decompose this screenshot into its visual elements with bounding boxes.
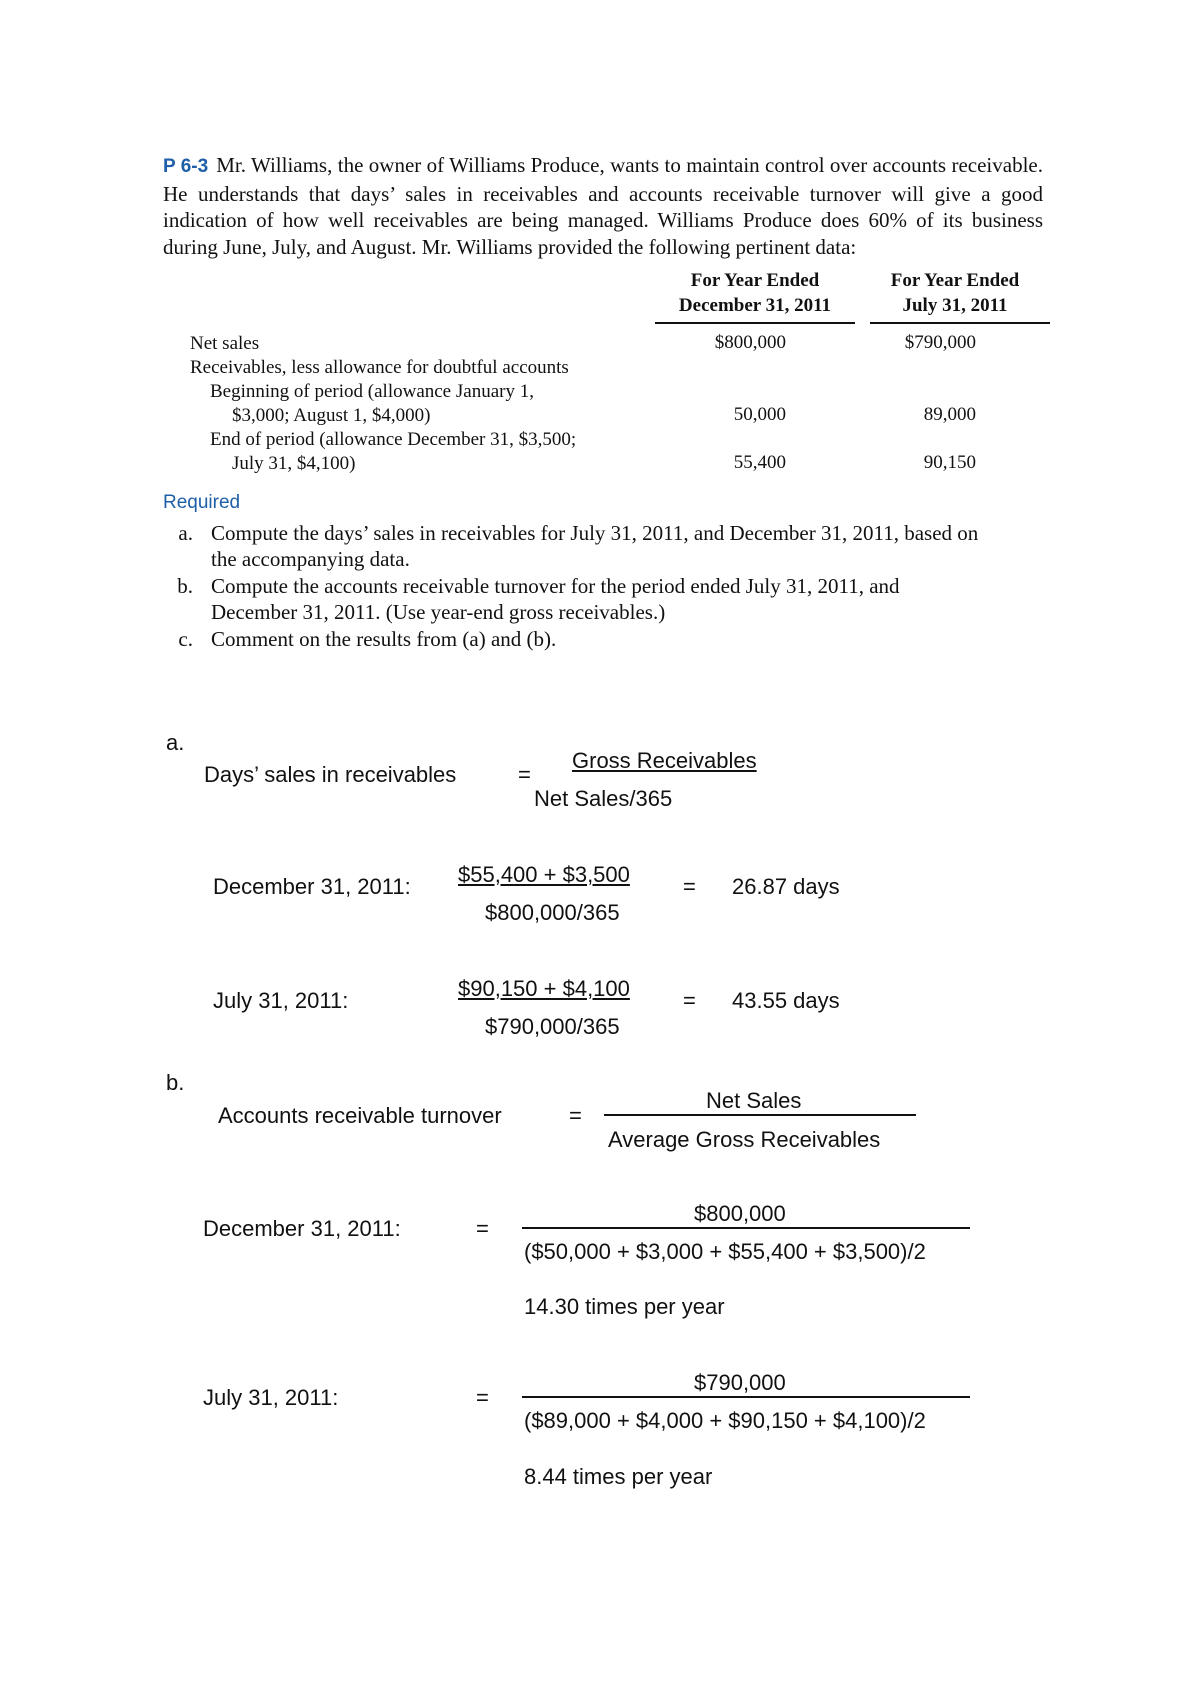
solution-a-label: a. (166, 730, 185, 755)
dec-turnover-label: December 31, 2011: (203, 1216, 401, 1241)
jul-turnover-denominator: ($89,000 + $4,000 + $90,150 + $4,100)/2 (524, 1408, 926, 1433)
days-sales-formula-equals: = (518, 762, 531, 787)
required-item-a (163, 520, 1023, 572)
ar-turnover-fraction-bar (604, 1114, 916, 1116)
jul-turnover-result: 8.44 times per year (524, 1464, 713, 1489)
dec-days-result: 26.87 days (732, 874, 840, 899)
required-item-text: Compute the days’ sales in receivables for July 31, 2011, and December 31, 2011, based on the accompanying data. (211, 521, 979, 571)
dec-days-label: December 31, 2011: (213, 874, 411, 899)
required-item-label: a. (178, 521, 193, 545)
col-jul-header-line2: July 31, 2011 (902, 295, 1008, 316)
beginning-label-line1: Beginning of period (allowance January 1, (210, 381, 534, 402)
jul-turnover-numerator: $790,000 (694, 1370, 786, 1395)
col-jul-header (860, 268, 1050, 318)
solution-b-label: b. (166, 1070, 185, 1095)
required-item-label: b. (177, 574, 193, 598)
dec-turnover-result: 14.30 times per year (524, 1294, 725, 1319)
net-sales-label: Net sales (190, 333, 260, 354)
end-jul: 90,150 (923, 452, 976, 473)
jul-days-label: July 31, 2011: (213, 988, 349, 1013)
dec-days-numerator: $55,400 + $3,500 (458, 862, 630, 887)
dec-turnover-equals: = (476, 1216, 489, 1241)
required-item-c (163, 626, 1023, 652)
ar-turnover-formula-denominator: Average Gross Receivables (608, 1127, 881, 1152)
dec-turnover-fraction-bar (522, 1227, 970, 1229)
days-sales-formula-label: Days’ sales in receivables (204, 762, 457, 787)
jul-days-equals: = (683, 988, 696, 1013)
required-heading: Required (163, 492, 241, 513)
dec-turnover-numerator: $800,000 (694, 1201, 786, 1226)
end-label-line2: July 31, $4,100) (232, 453, 356, 474)
ar-turnover-formula-numerator: Net Sales (706, 1088, 802, 1113)
ar-turnover-formula-label: Accounts receivable turnover (218, 1103, 502, 1128)
jul-days-result: 43.55 days (732, 988, 840, 1013)
days-sales-formula-numerator: Gross Receivables (572, 748, 757, 773)
col-dec-header (655, 268, 855, 318)
jul-turnover-label: July 31, 2011: (203, 1385, 339, 1410)
end-label-line1: End of period (allowance December 31, $3,500; (210, 429, 577, 450)
required-item-text: Comment on the results from (a) and (b). (211, 627, 557, 651)
col-dec-rule (655, 322, 855, 324)
jul-days-denominator: $790,000/365 (485, 1014, 620, 1039)
problem-id: P 6-3 (163, 156, 209, 177)
required-item-label: c. (178, 627, 193, 651)
ar-turnover-formula-equals: = (569, 1103, 582, 1128)
jul-turnover-fraction-bar (522, 1396, 970, 1398)
beginning-label-line2: $3,000; August 1, $4,000) (232, 405, 431, 426)
col-jul-rule (870, 322, 1050, 324)
required-item-text: Compute the accounts receivable turnover for the period ended July 31, 2011, and December 31, 2011. (Use year-end gross receivables.) (211, 574, 900, 624)
jul-days-numerator: $90,150 + $4,100 (458, 976, 630, 1001)
col-jul-header-line1: For Year Ended (890, 270, 1020, 291)
jul-turnover-equals: = (476, 1385, 489, 1410)
col-dec-header-line2: December 31, 2011 (678, 295, 832, 316)
dec-days-denominator: $800,000/365 (485, 900, 620, 925)
dec-days-equals: = (683, 874, 696, 899)
receivables-label: Receivables, less allowance for doubtful accounts (190, 357, 569, 378)
net-sales-dec: $800,000 (714, 332, 786, 353)
col-dec-header-line1: For Year Ended (690, 270, 820, 291)
problem-text: Mr. Williams, the owner of Williams Produce, wants to maintain control over accounts receivable. He understands that days’ sales in receivables and accounts receivable turnover will give a good indication of how well receivables are being managed. Williams Produce does 60% of its business during June, July, and August. Mr. Williams provided the following pertinent data: (163, 153, 1043, 259)
days-sales-formula-denominator: Net Sales/365 (534, 786, 673, 811)
required-item-b (163, 573, 1023, 625)
net-sales-jul: $790,000 (904, 332, 976, 353)
problem-statement (163, 152, 1043, 260)
beginning-jul: 89,000 (923, 404, 976, 425)
dec-turnover-denominator: ($50,000 + $3,000 + $55,400 + $3,500)/2 (524, 1239, 926, 1264)
end-dec: 55,400 (733, 452, 786, 473)
beginning-dec: 50,000 (733, 404, 786, 425)
